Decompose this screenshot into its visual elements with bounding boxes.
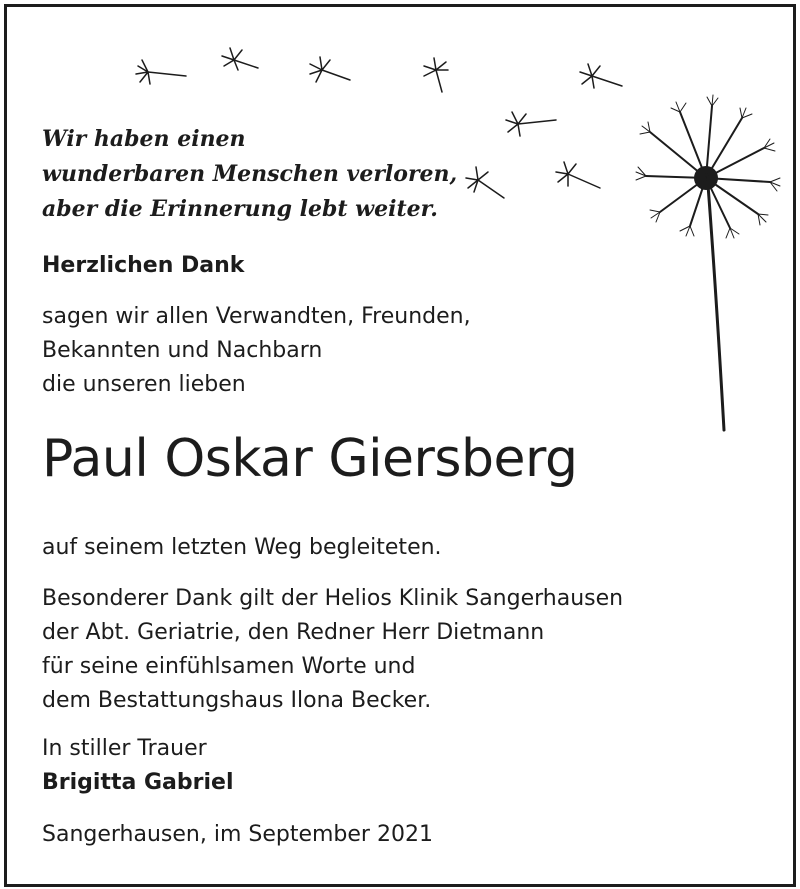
dandelion-seed-icon [466,167,504,198]
thanks-heading: Herzlichen Dank [42,253,245,278]
dandelion-seed-icon [310,57,350,82]
dandelion-seed-icon [424,58,448,92]
dandelion-seed-icon [222,48,258,70]
special-thanks-line: für seine einfühlsamen Worte und [42,654,416,679]
motto-line: aber die Erinnerung lebt weiter. [42,196,438,222]
motto-line: wunderbaren Menschen verloren, [42,161,458,187]
dandelion-seed-icon [556,162,600,188]
intro-line: die unseren lieben [42,372,246,397]
dandelion-seed-icon [580,64,622,88]
special-thanks [42,582,623,718]
mourning-label: In stiller Trauer [42,736,207,761]
dandelion-stem [708,185,724,430]
motto-line: Wir haben einen [42,126,246,152]
dandelion-seed-icon [136,60,186,84]
place-date: Sangerhausen, im September 2021 [42,822,433,847]
intro-text [42,300,471,402]
special-thanks-line: dem Bestattungshaus Ilona Becker. [42,688,432,713]
intro-line: Bekannten und Nachbarn [42,338,323,363]
motto [42,122,457,227]
deceased-name: Paul Oskar Giersberg [42,429,578,489]
accompanied-text: auf seinem letzten Weg begleiteten. [42,535,442,560]
dandelion-head-icon [636,95,780,238]
special-thanks-line: Besonderer Dank gilt der Helios Klinik Sangerhausen [42,586,624,611]
intro-line: sagen wir allen Verwandten, Freunden, [42,304,471,329]
mourner-name: Brigitta Gabriel [42,770,234,795]
dandelion-seed-icon [506,112,556,136]
special-thanks-line: der Abt. Geriatrie, den Redner Herr Dietmann [42,620,545,645]
